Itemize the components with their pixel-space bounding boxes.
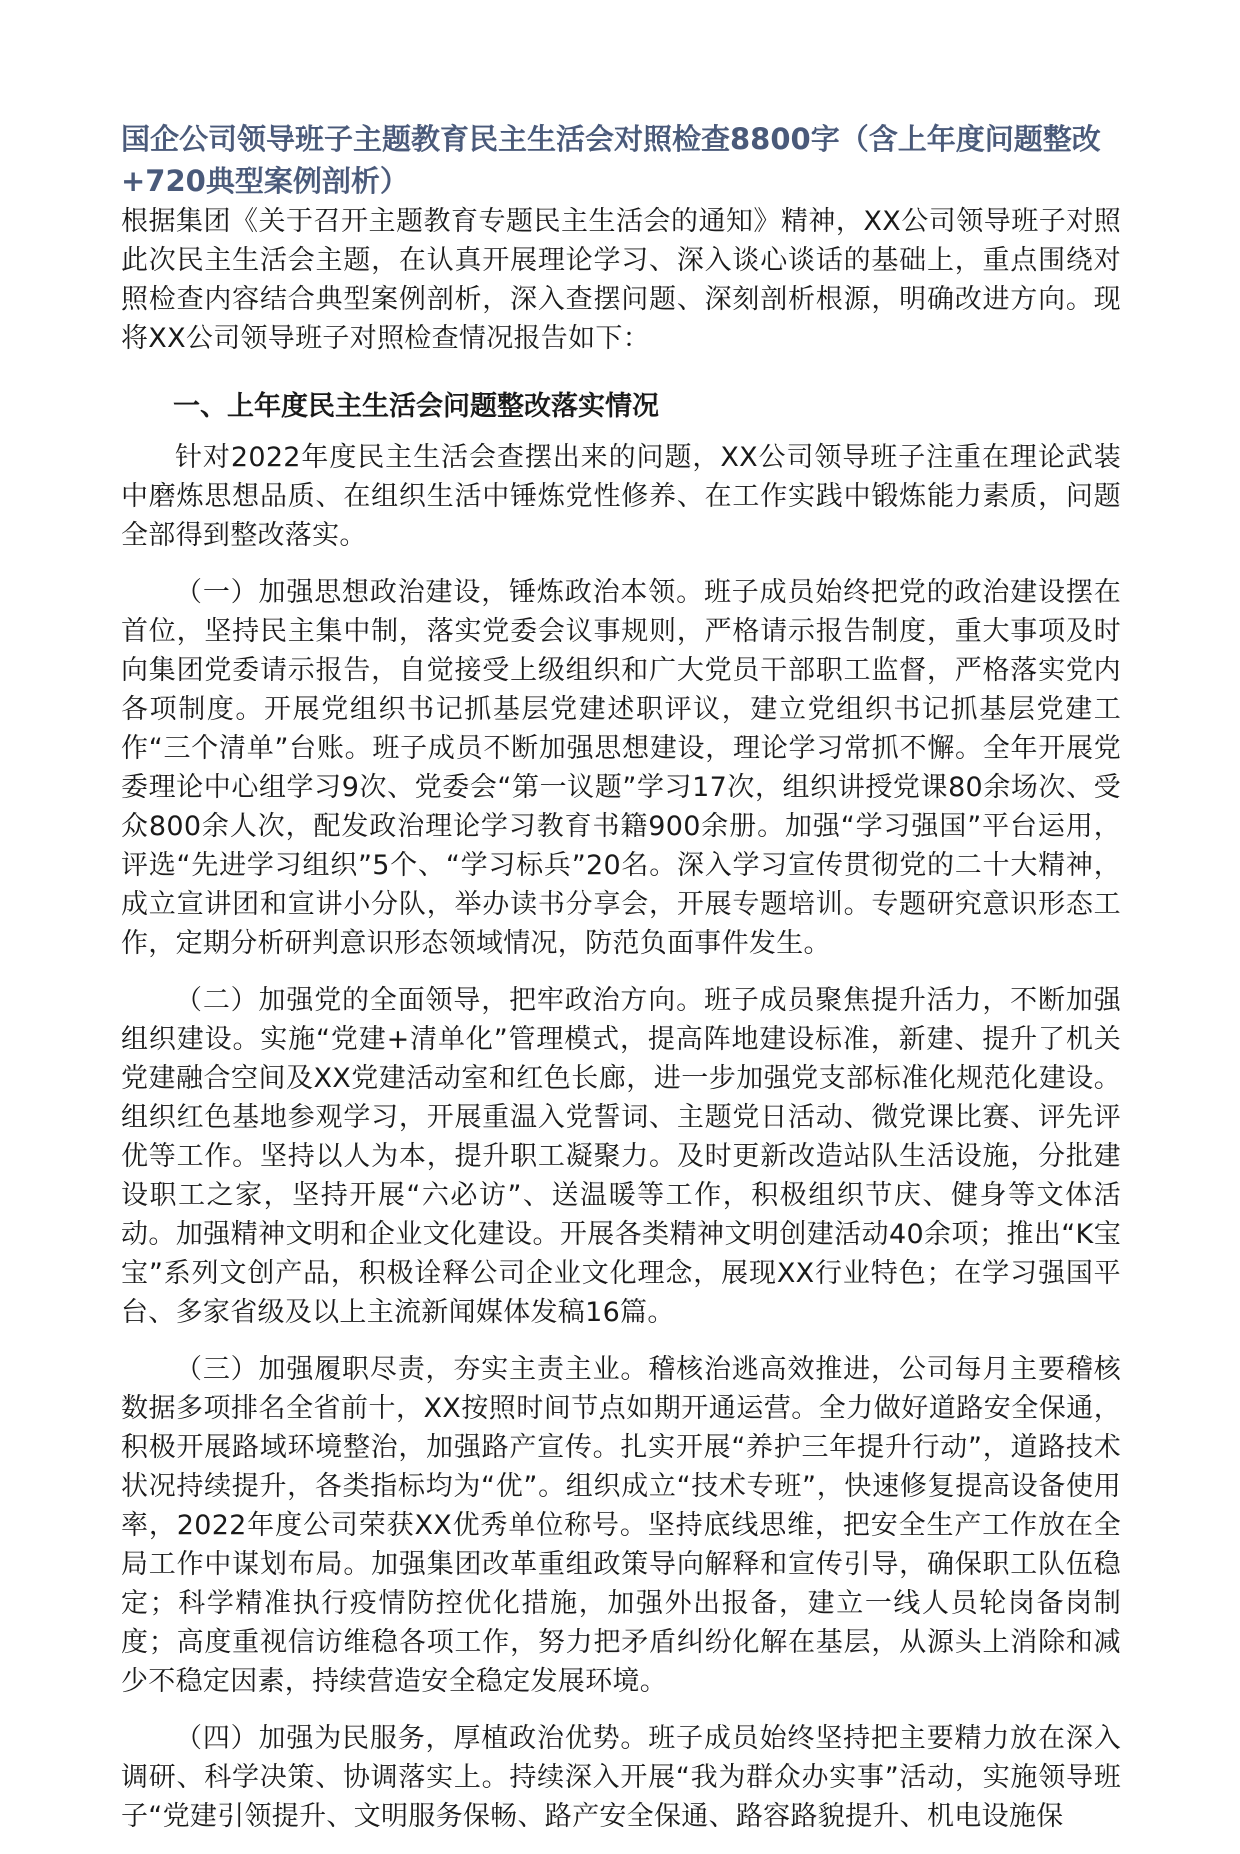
document-page [121,118,1121,1854]
section-heading: 一、上年度民主生活会问题整改落实情况 [173,391,659,422]
document-title: 国企公司领导班子主题教育民主生活会对照检查8800字（含上年度问题整改+720典型案例剖析） [121,122,1101,198]
body-paragraph-3: （二）加强党的全面领导，把牢政治方向。班子成员聚焦提升活力，不断加强组织建设。实施“党建+清单化”管理模式，提高阵地建设标准，新建、提升了机关党建融合空间及XX党建活动室和红色长廊，进一步加强党支部标准化规范化建设。组织红色基地参观学习，开展重温入党誓词、主题党日活动、微党课比赛、评先评优等工作。坚持以人为本，提升职工凝聚力。及时更新改造站队生活设施，分批建设职工之家，坚持开展“六必访”、送温暖等工作，积极组织节庆、健身等文体活动。加强精神文明和企业文化建设。开展各类精神文明创建活动40余项；推出“K宝宝”系列文创产品，积极诠释公司企业文化理念，展现XX行业特色；在学习强国平台、多家省级及以上主流新闻媒体发稿16篇。 [121,985,1121,1328]
body-paragraph-2: （一）加强思想政治建设，锤炼政治本领。班子成员始终把党的政治建设摆在首位，坚持民主集中制，落实党委会议事规则，严格请示报告制度，重大事项及时向集团党委请示报告，自觉接受上级组织和广大党员干部职工监督，严格落实党内各项制度。开展党组织书记抓基层党建述职评议，建立党组织书记抓基层党建工作“三个清单”台账。班子成员不断加强思想建设，理论学习常抓不懈。全年开展党委理论中心组学习9次、党委会“第一议题”学习17次，组织讲授党课80余场次、受众800余人次，配发政治理论学习教育书籍900余册。加强“学习强国”平台运用，评选“先进学习组织”5个、“学习标兵”20名。深入学习宣传贯彻党的二十大精神，成立宣讲团和宣讲小分队，举办读书分享会，开展专题培训。专题研究意识形态工作，定期分析研判意识形态领域情况，防范负面事件发生。 [121,577,1121,959]
intro-paragraph: 根据集团《关于召开主题教育专题民主生活会的通知》精神，XX公司领导班子对照此次民主生活会主题，在认真开展理论学习、深入谈心谈话的基础上，重点围绕对照检查内容结合典型案例剖析，深入查摆问题、深刻剖析根源，明确改进方向。现将XX公司领导班子对照检查情况报告如下： [121,206,1121,354]
body-paragraph-1: 针对2022年度民主生活会查摆出来的问题，XX公司领导班子注重在理论武装中磨炼思想品质、在组织生活中锤炼党性修养、在工作实践中锻炼能力素质，问题全部得到整改落实。 [121,442,1121,551]
body-paragraph-4: （三）加强履职尽责，夯实主责主业。稽核治逃高效推进，公司每月主要稽核数据多项排名全省前十，XX按照时间节点如期开通运营。全力做好道路安全保通，积极开展路域环境整治，加强路产宣传。扎实开展“养护三年提升行动”，道路技术状况持续提升，各类指标均为“优”。组织成立“技术专班”，快速修复提高设备使用率，2022年度公司荣获XX优秀单位称号。坚持底线思维，把安全生产工作放在全局工作中谋划布局。加强集团改革重组政策导向解释和宣传引导，确保职工队伍稳定；科学精准执行疫情防控优化措施，加强外出报备，建立一线人员轮岗备岗制度；高度重视信访维稳各项工作，努力把矛盾纠纷化解在基层，从源头上消除和减少不稳定因素，持续营造安全稳定发展环境。 [121,1354,1121,1697]
body-paragraph-5: （四）加强为民服务，厚植政治优势。班子成员始终坚持把主要精力放在深入调研、科学决策、协调落实上。持续深入开展“我为群众办实事”活动，实施领导班子“党建引领提升、文明服务保畅、路产安全保通、路容路貌提升、机电设施保 [121,1723,1121,1832]
